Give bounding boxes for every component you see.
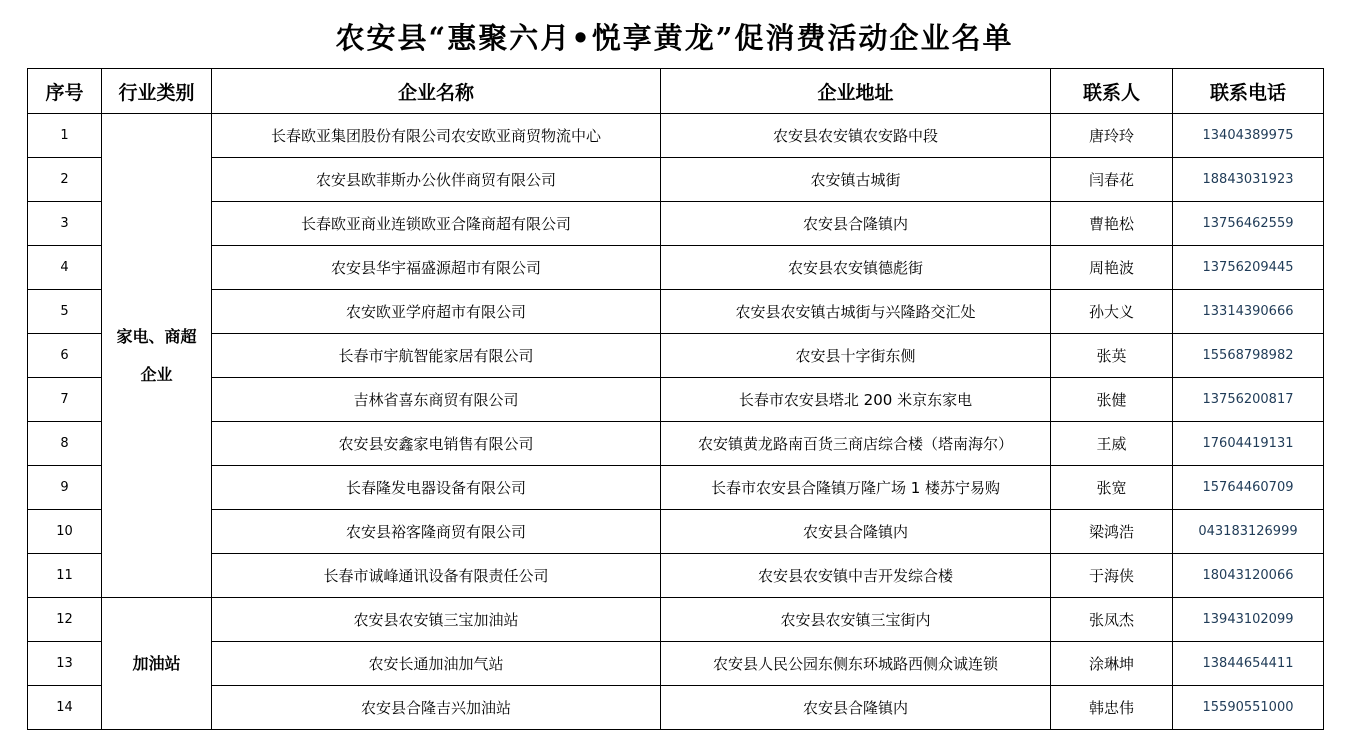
row-seq: 10 — [28, 510, 102, 554]
company-address: 农安县合隆镇内 — [661, 202, 1051, 246]
header-contact: 联系人 — [1051, 69, 1173, 114]
row-seq: 6 — [28, 334, 102, 378]
company-table — [27, 68, 1324, 730]
category-cell — [102, 598, 212, 730]
company-name: 长春市宇航智能家居有限公司 — [212, 334, 661, 378]
table-row — [28, 114, 1324, 158]
category-label: 家电、商超 — [116, 326, 197, 346]
header-phone: 联系电话 — [1173, 69, 1324, 114]
table-row — [28, 378, 1324, 422]
company-address: 农安镇黄龙路南百货三商店综合楼（塔南海尔） — [661, 422, 1051, 466]
table-row — [28, 554, 1324, 598]
row-seq: 11 — [28, 554, 102, 598]
company-name: 农安县农安镇三宝加油站 — [212, 598, 661, 642]
company-address: 农安县十字街东侧 — [661, 334, 1051, 378]
row-seq: 13 — [28, 642, 102, 686]
row-seq: 14 — [28, 686, 102, 730]
company-name: 农安县裕客隆商贸有限公司 — [212, 510, 661, 554]
row-seq: 4 — [28, 246, 102, 290]
contact-phone: 13756462559 — [1173, 202, 1324, 246]
contact-person: 于海侠 — [1051, 554, 1173, 598]
company-name: 长春欧亚商业连锁欧亚合隆商超有限公司 — [212, 202, 661, 246]
company-address: 农安县合隆镇内 — [661, 686, 1051, 730]
contact-person: 张凤杰 — [1051, 598, 1173, 642]
table-row — [28, 290, 1324, 334]
contact-person: 孙大义 — [1051, 290, 1173, 334]
contact-phone: 18043120066 — [1173, 554, 1324, 598]
contact-person: 张英 — [1051, 334, 1173, 378]
company-name: 农安欧亚学府超市有限公司 — [212, 290, 661, 334]
contact-person: 闫春花 — [1051, 158, 1173, 202]
document-title: 农安县“惠聚六月•悦享黄龙”促消费活动企业名单 — [335, 21, 1014, 55]
contact-person: 张宽 — [1051, 466, 1173, 510]
company-name: 长春隆发电器设备有限公司 — [212, 466, 661, 510]
contact-phone: 15568798982 — [1173, 334, 1324, 378]
company-address: 农安县农安镇古城街与兴隆路交汇处 — [661, 290, 1051, 334]
contact-person: 曹艳松 — [1051, 202, 1173, 246]
category-label: 加油站 — [132, 653, 181, 673]
company-name: 农安县欧菲斯办公伙伴商贸有限公司 — [212, 158, 661, 202]
header-category: 行业类别 — [102, 69, 212, 114]
contact-person: 张健 — [1051, 378, 1173, 422]
table-row — [28, 202, 1324, 246]
company-name: 农安长通加油加气站 — [212, 642, 661, 686]
table-row — [28, 466, 1324, 510]
company-name: 农安县华宇福盛源超市有限公司 — [212, 246, 661, 290]
contact-person: 周艳波 — [1051, 246, 1173, 290]
contact-person: 涂琳坤 — [1051, 642, 1173, 686]
company-name: 吉林省喜东商贸有限公司 — [212, 378, 661, 422]
table-row — [28, 158, 1324, 202]
contact-phone: 13756200817 — [1173, 378, 1324, 422]
header-address: 企业地址 — [661, 69, 1051, 114]
table-row — [28, 422, 1324, 466]
row-seq: 9 — [28, 466, 102, 510]
row-seq: 1 — [28, 114, 102, 158]
company-address: 农安县农安镇农安路中段 — [661, 114, 1051, 158]
contact-phone: 18843031923 — [1173, 158, 1324, 202]
company-address: 农安县人民公园东侧东环城路西侧众诚连锁 — [661, 642, 1051, 686]
company-name: 长春欧亚集团股份有限公司农安欧亚商贸物流中心 — [212, 114, 661, 158]
contact-phone: 13844654411 — [1173, 642, 1324, 686]
table-row — [28, 642, 1324, 686]
contact-phone: 13404389975 — [1173, 114, 1324, 158]
table-row — [28, 246, 1324, 290]
company-address: 农安县农安镇德彪街 — [661, 246, 1051, 290]
contact-person: 唐玲玲 — [1051, 114, 1173, 158]
table-row — [28, 334, 1324, 378]
table-row — [28, 598, 1324, 642]
contact-person: 韩忠伟 — [1051, 686, 1173, 730]
company-address: 农安县农安镇中吉开发综合楼 — [661, 554, 1051, 598]
company-address: 长春市农安县塔北 200 米京东家电 — [661, 378, 1051, 422]
row-seq: 12 — [28, 598, 102, 642]
company-name: 农安县合隆吉兴加油站 — [212, 686, 661, 730]
table-row — [28, 510, 1324, 554]
contact-phone: 15590551000 — [1173, 686, 1324, 730]
row-seq: 3 — [28, 202, 102, 246]
contact-phone: 13943102099 — [1173, 598, 1324, 642]
company-address: 长春市农安县合隆镇万隆广场 1 楼苏宁易购 — [661, 466, 1051, 510]
company-address: 农安镇古城街 — [661, 158, 1051, 202]
row-seq: 2 — [28, 158, 102, 202]
contact-phone: 043183126999 — [1173, 510, 1324, 554]
row-seq: 8 — [28, 422, 102, 466]
contact-phone: 15764460709 — [1173, 466, 1324, 510]
header-name: 企业名称 — [212, 69, 661, 114]
category-cell — [102, 114, 212, 598]
company-address: 农安县合隆镇内 — [661, 510, 1051, 554]
table-row — [28, 686, 1324, 730]
category-label-line2: 企业 — [140, 364, 173, 384]
header-seq: 序号 — [28, 69, 102, 114]
company-name: 农安县安鑫家电销售有限公司 — [212, 422, 661, 466]
contact-phone: 13314390666 — [1173, 290, 1324, 334]
row-seq: 5 — [28, 290, 102, 334]
row-seq: 7 — [28, 378, 102, 422]
table-header-row — [28, 69, 1324, 114]
company-address: 农安县农安镇三宝街内 — [661, 598, 1051, 642]
contact-person: 王威 — [1051, 422, 1173, 466]
contact-phone: 13756209445 — [1173, 246, 1324, 290]
contact-person: 梁鸿浩 — [1051, 510, 1173, 554]
company-name: 长春市诚峰通讯设备有限责任公司 — [212, 554, 661, 598]
contact-phone: 17604419131 — [1173, 422, 1324, 466]
